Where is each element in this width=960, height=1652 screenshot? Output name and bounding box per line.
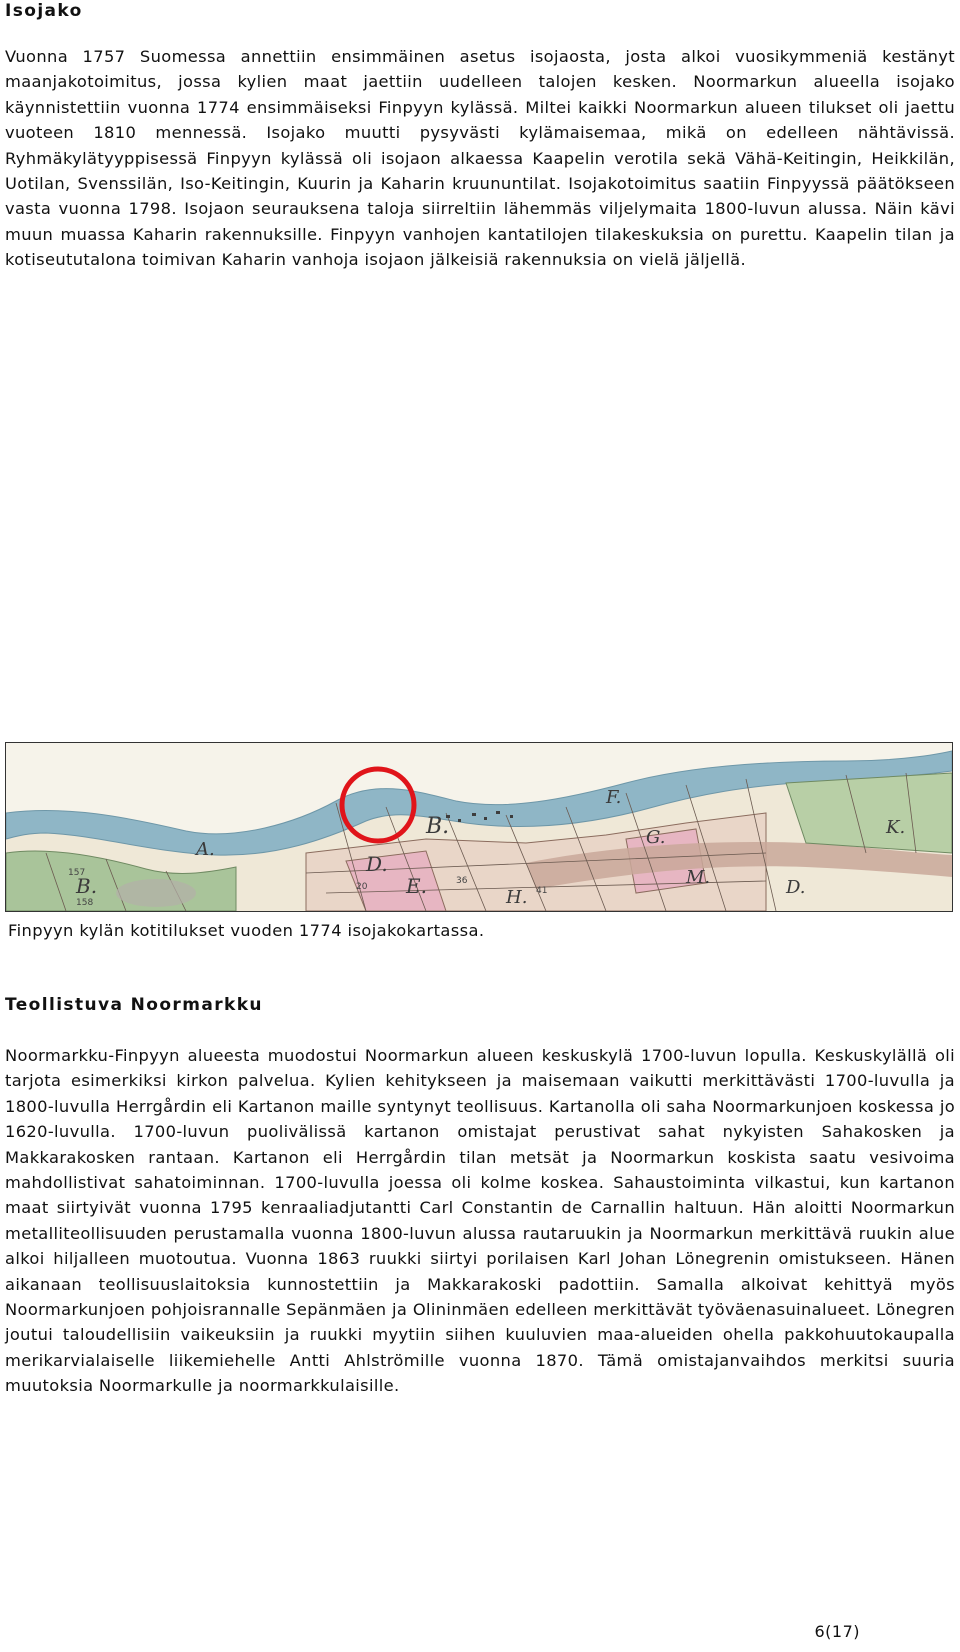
map-number: 36 <box>456 876 468 886</box>
map-drawing <box>6 743 952 911</box>
map-label: B. <box>426 814 450 839</box>
map-caption: Finpyyn kylän kotitilukset vuoden 1774 isojakokartassa. <box>8 921 485 940</box>
map-label: H. <box>506 887 528 908</box>
map-number: 158 <box>76 898 94 908</box>
map-label: D. <box>786 877 806 898</box>
map-number: 157 <box>68 868 86 878</box>
map-label: B. <box>76 874 98 898</box>
section-heading-isojako: Isojako <box>5 1 83 21</box>
map-number: 41 <box>536 886 548 896</box>
map-number: 20 <box>356 882 368 892</box>
map-label: M. <box>686 867 711 888</box>
map-label: A. <box>196 839 215 860</box>
map-label: G. <box>646 827 666 848</box>
map-label: K. <box>886 817 906 838</box>
paragraph-teollistuva: Noormarkku-Finpyyn alueesta muodostui Noormarkun alueen keskuskylä 1700-luvun lopulla. Keskuskylällä oli tarjota esimerkiksi kirkon palvelua. Kylien kehitykseen ja maisemaan vaikutti merkittävästi 1700-luvulla ja 1800-luvulla Herrgårdin eli Kartanon maille syntynyt teollisuus. Kartanolla oli saha Noormarkunjoen koskessa jo 1620-luvulla. 1700-luvun puolivälissä kartanon omistajat perustivat sahat nykyisten Sahakosken ja Makkarakosken rantaan. Kartanon eli Herrgårdin tilan metsät ja Noormarkun koskista saatu vesivoima mahdollistivat sahatoiminnan. 1700-luvulla joessa oli kolme koskea. Sahaustoiminta vilkastui, kun kartanon maat siirtyivät vuonna 1795 kenraaliadjutantti Carl Constantin de Carnallin haltuun. Hän aloitti Noormarkun metalliteollisuuden perustamalla vuonna 1800-luvun alussa rautaruukin ja Noormarkun merkittävä ruukin alue alkoi hiljalleen muotoutua. Vuonna 1863 ruukki siirtyi porilaisen Karl Johan Lönegrenin omistukseen. Hänen aikanaan teollisuuslaitoksia kunnostettiin ja Makkarakoski padottiin. Samalla alkoivat kehittyä myös Noormarkunjoen pohjoisrannalle Sepänmäen ja Olininmäen edelleen merkittävät työväenasuinalueet. Lönegren joutui taloudellisiin vaikeuksiin ja ruukki myytiin siihen kuuluvien maa-alueiden ohella pakkohuutokaupalla merikarvialaiselle liikemiehelle Antti Ahlströmille vuonna 1870. Tämä omistajanvaihdos merkitsi suuria muutoksia Noormarkulle ja noormarkkulaisille. <box>5 1046 955 1396</box>
historical-map-image <box>5 742 953 912</box>
section-heading-teollistuva: Teollistuva Noormarkku <box>5 995 263 1015</box>
map-label: E. <box>406 874 427 898</box>
map-green-parcels <box>786 773 952 853</box>
page-number: 6(17) <box>814 1622 860 1641</box>
paragraph-isojako: Vuonna 1757 Suomessa annettiin ensimmäinen asetus isojaosta, josta alkoi vuosikymmeniä kestänyt maanjakotoimitus, jossa kylien maat jaettiin uudelleen talojen kesken. Noormarkun alueella isojako käynnistettiin vuonna 1774 ensimmäiseksi Finpyyn kylässä. Miltei kaikki Noormarkun alueen tilukset oli jaettu vuoteen 1810 mennessä. Isojako muutti pysyvästi kylämaisemaa, mikä on edelleen nähtävissä. Ryhmäkylätyyppisessä Finpyyn kylässä oli isojaon alkaessa Kaapelin verotila sekä Vähä-Keitingin, Heikkilän, Uotilan, Svenssilän, Iso-Keitingin, Kuurin ja Kaharin kruununtilat. Isojakotoimitus saatiin Finpyyssä päätökseen vasta vuonna 1798. Isojaon seurauksena taloja siirreltiin lähemmäs viljelymaita 1800-luvun alussa. Näin kävi muun muassa Kaharin rakennuksille. Finpyyn vanhojen kantatilojen tilakeskuksia on purettu. Kaapelin tilan ja kotiseututalona toimivan Kaharin vanhoja isojaon jälkeisiä rakennuksia on vielä jäljellä. <box>5 47 955 270</box>
map-wood-patch <box>116 879 196 907</box>
map-label: D. <box>366 852 388 876</box>
map-label: F. <box>606 787 622 808</box>
